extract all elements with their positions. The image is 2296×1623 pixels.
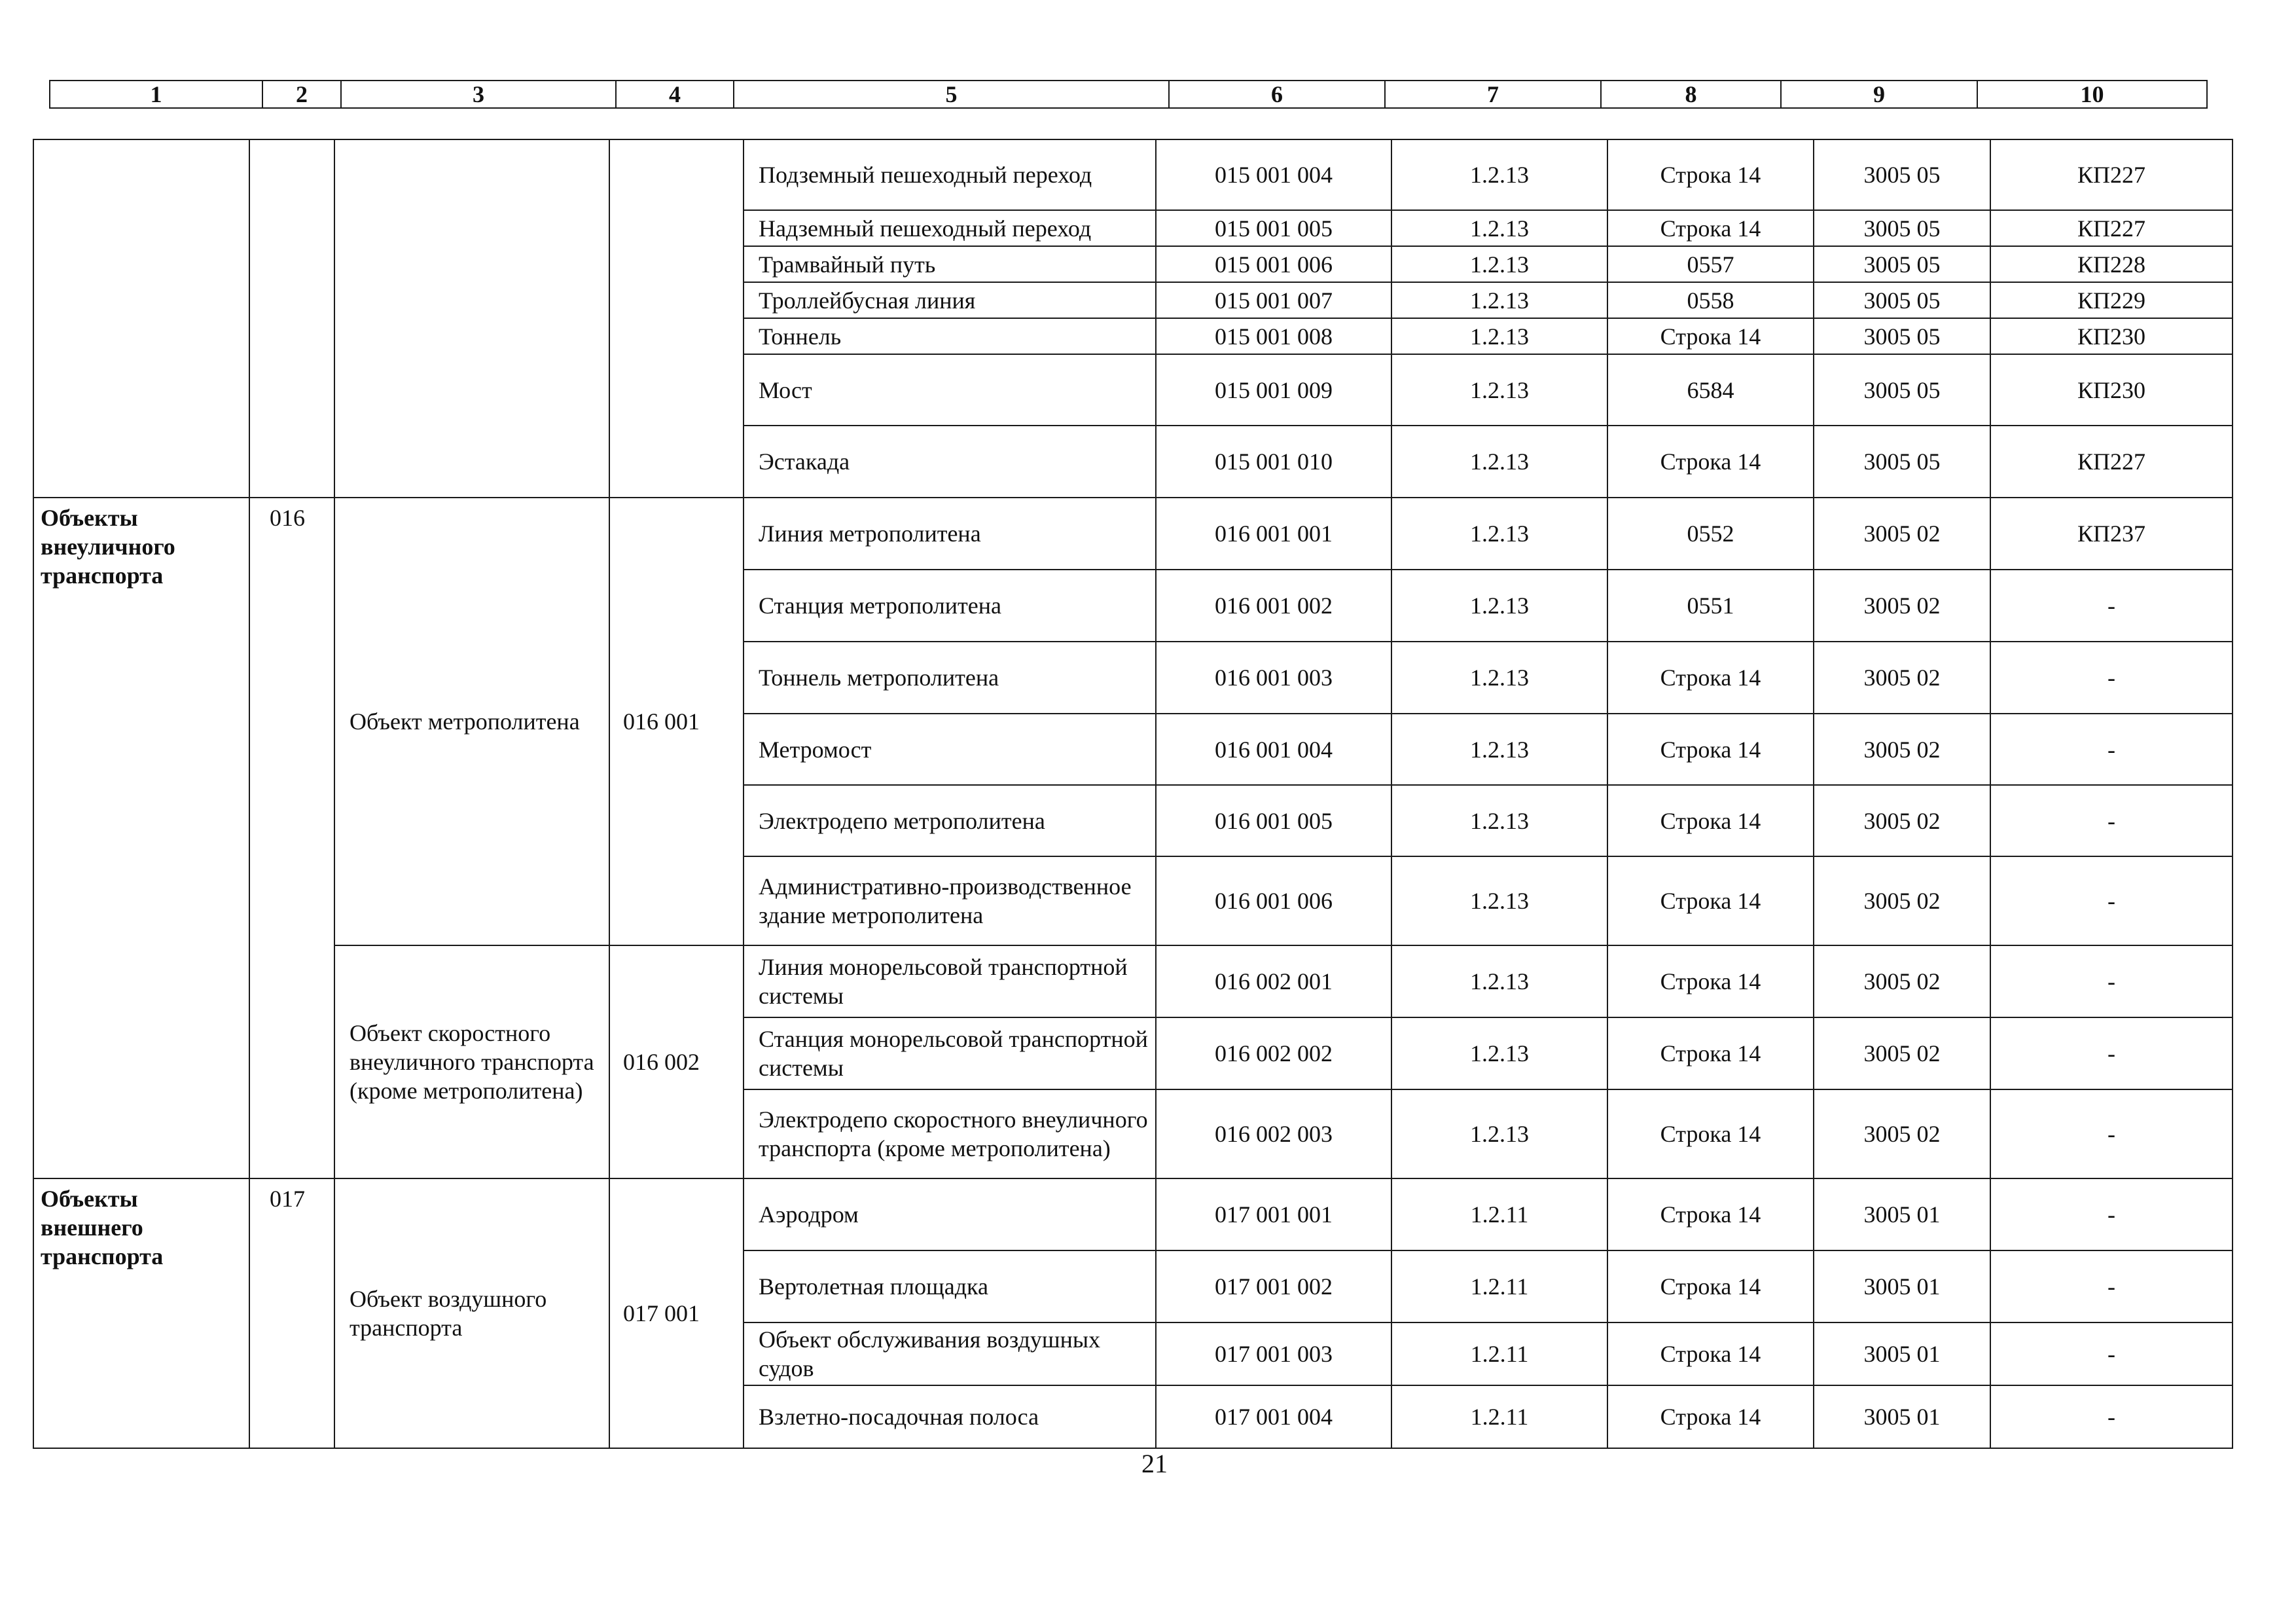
line-ref: Строка 14: [1607, 318, 1814, 354]
classifier-code: 3005 02: [1814, 498, 1990, 570]
section-ref: 1.2.11: [1391, 1385, 1607, 1448]
column-number: 9: [1781, 81, 1977, 108]
section-ref: 1.2.13: [1391, 856, 1607, 945]
column-number: 2: [262, 81, 341, 108]
kp-code: -: [1990, 1017, 2233, 1089]
object-code: 015 001 005: [1156, 210, 1391, 246]
kp-code: КП227: [1990, 210, 2233, 246]
object-name: Линия метрополитена: [744, 498, 1156, 570]
line-ref: Строка 14: [1607, 1322, 1814, 1385]
classifier-code: 3005 01: [1814, 1178, 1990, 1250]
line-ref: Строка 14: [1607, 1178, 1814, 1250]
kp-code: КП227: [1990, 426, 2233, 498]
kp-code: -: [1990, 1250, 2233, 1322]
object-name: Трамвайный путь: [744, 246, 1156, 282]
object-code: 015 001 004: [1156, 139, 1391, 210]
object-name: Подземный пешеходный переход: [744, 139, 1156, 210]
object-name: Линия монорельсовой транспортной системы: [744, 945, 1156, 1017]
line-ref: Строка 14: [1607, 945, 1814, 1017]
group-code: 016: [249, 498, 334, 1178]
object-name: Административно-производственное здание метрополитена: [744, 856, 1156, 945]
subgroup-code: 017 001: [609, 1178, 744, 1448]
object-name: Метромост: [744, 714, 1156, 785]
line-ref: 0558: [1607, 282, 1814, 318]
table-row: [33, 945, 2233, 1017]
object-name: Объект обслуживания воздушных судов: [744, 1322, 1156, 1385]
classifier-code: 3005 02: [1814, 856, 1990, 945]
classifier-code: 3005 02: [1814, 785, 1990, 856]
section-ref: 1.2.13: [1391, 498, 1607, 570]
kp-code: -: [1990, 570, 2233, 642]
column-number: 4: [616, 81, 734, 108]
classifier-code: 3005 02: [1814, 642, 1990, 714]
line-ref: 6584: [1607, 354, 1814, 426]
classifier-code: 3005 05: [1814, 210, 1990, 246]
page-number: 21: [1141, 1449, 1168, 1478]
object-code: 015 001 007: [1156, 282, 1391, 318]
object-name: Станция метрополитена: [744, 570, 1156, 642]
group-title: Объекты внешнего транспорта: [33, 1178, 249, 1448]
subgroup-title: Объект метрополитена: [334, 498, 609, 945]
line-ref: Строка 14: [1607, 210, 1814, 246]
kp-code: -: [1990, 945, 2233, 1017]
section-ref: 1.2.13: [1391, 210, 1607, 246]
object-code: 015 001 009: [1156, 354, 1391, 426]
classifier-code: 3005 01: [1814, 1322, 1990, 1385]
object-code: 016 001 003: [1156, 642, 1391, 714]
subgroup-title: Объект воздушного транспорта: [334, 1178, 609, 1448]
classifier-code: 3005 01: [1814, 1385, 1990, 1448]
section-ref: 1.2.13: [1391, 318, 1607, 354]
object-code: 016 001 002: [1156, 570, 1391, 642]
kp-code: -: [1990, 1089, 2233, 1178]
section-ref: 1.2.13: [1391, 354, 1607, 426]
section-ref: 1.2.11: [1391, 1178, 1607, 1250]
section-ref: 1.2.13: [1391, 945, 1607, 1017]
column-number: 3: [341, 81, 616, 108]
kp-code: -: [1990, 714, 2233, 785]
group-code-cell-empty: [249, 139, 334, 498]
section-ref: 1.2.13: [1391, 570, 1607, 642]
classifier-code: 3005 05: [1814, 426, 1990, 498]
section-ref: 1.2.13: [1391, 1017, 1607, 1089]
object-name: Троллейбусная линия: [744, 282, 1156, 318]
kp-code: КП230: [1990, 354, 2233, 426]
column-header-row: [50, 81, 2207, 108]
line-ref: Строка 14: [1607, 1017, 1814, 1089]
subgroup-code: 016 002: [609, 945, 744, 1178]
object-code: 017 001 004: [1156, 1385, 1391, 1448]
object-code: 017 001 001: [1156, 1178, 1391, 1250]
kp-code: КП227: [1990, 139, 2233, 210]
object-code: 016 002 001: [1156, 945, 1391, 1017]
column-number: 1: [50, 81, 262, 108]
table-row: [33, 139, 2233, 210]
object-name: Электродепо метрополитена: [744, 785, 1156, 856]
section-ref: 1.2.13: [1391, 642, 1607, 714]
object-name: Взлетно-посадочная полоса: [744, 1385, 1156, 1448]
section-ref: 1.2.13: [1391, 1089, 1607, 1178]
kp-code: КП228: [1990, 246, 2233, 282]
object-code: 016 001 001: [1156, 498, 1391, 570]
classifier-code: 3005 02: [1814, 1089, 1990, 1178]
object-code: 015 001 008: [1156, 318, 1391, 354]
line-ref: Строка 14: [1607, 1250, 1814, 1322]
line-ref: 0557: [1607, 246, 1814, 282]
subgroup-code-cell-empty: [609, 139, 744, 498]
object-name: Надземный пешеходный переход: [744, 210, 1156, 246]
object-code: 016 001 006: [1156, 856, 1391, 945]
object-name: Аэродром: [744, 1178, 1156, 1250]
section-ref: 1.2.13: [1391, 714, 1607, 785]
section-ref: 1.2.11: [1391, 1250, 1607, 1322]
classifier-code: 3005 02: [1814, 570, 1990, 642]
kp-code: -: [1990, 642, 2233, 714]
kp-code: -: [1990, 1385, 2233, 1448]
object-code: 017 001 003: [1156, 1322, 1391, 1385]
classifier-code: 3005 05: [1814, 318, 1990, 354]
line-ref: 0551: [1607, 570, 1814, 642]
column-header-table: [49, 80, 2208, 109]
object-code: 016 001 004: [1156, 714, 1391, 785]
classifier-code: 3005 02: [1814, 945, 1990, 1017]
line-ref: Строка 14: [1607, 1089, 1814, 1178]
table-row: [33, 1178, 2233, 1250]
section-ref: 1.2.13: [1391, 139, 1607, 210]
line-ref: Строка 14: [1607, 785, 1814, 856]
line-ref: Строка 14: [1607, 426, 1814, 498]
object-name: Мост: [744, 354, 1156, 426]
object-code: 016 001 005: [1156, 785, 1391, 856]
classifier-code: 3005 02: [1814, 714, 1990, 785]
classifier-table: [33, 139, 2233, 1449]
object-name: Эстакада: [744, 426, 1156, 498]
subgroup-code: 016 001: [609, 498, 744, 945]
object-name: Тоннель: [744, 318, 1156, 354]
column-number: 7: [1385, 81, 1601, 108]
line-ref: Строка 14: [1607, 642, 1814, 714]
line-ref: Строка 14: [1607, 1385, 1814, 1448]
table-row: [33, 498, 2233, 570]
kp-code: КП230: [1990, 318, 2233, 354]
line-ref: Строка 14: [1607, 856, 1814, 945]
object-code: 015 001 006: [1156, 246, 1391, 282]
kp-code: КП229: [1990, 282, 2233, 318]
classifier-code: 3005 01: [1814, 1250, 1990, 1322]
object-name: Электродепо скоростного внеуличного транспорта (кроме метрополитена): [744, 1089, 1156, 1178]
group-title: Объекты внеуличного транспорта: [33, 498, 249, 1178]
object-code: 015 001 010: [1156, 426, 1391, 498]
object-code: 016 002 002: [1156, 1017, 1391, 1089]
object-code: 016 002 003: [1156, 1089, 1391, 1178]
group-code: 017: [249, 1178, 334, 1448]
line-ref: Строка 14: [1607, 139, 1814, 210]
line-ref: 0552: [1607, 498, 1814, 570]
object-code: 017 001 002: [1156, 1250, 1391, 1322]
line-ref: Строка 14: [1607, 714, 1814, 785]
object-name: Вертолетная площадка: [744, 1250, 1156, 1322]
kp-code: -: [1990, 785, 2233, 856]
subgroup-cell-empty: [334, 139, 609, 498]
section-ref: 1.2.13: [1391, 785, 1607, 856]
classifier-code: 3005 05: [1814, 282, 1990, 318]
column-number: 6: [1169, 81, 1385, 108]
kp-code: -: [1990, 1322, 2233, 1385]
kp-code: -: [1990, 856, 2233, 945]
classifier-code: 3005 05: [1814, 246, 1990, 282]
classifier-code: 3005 05: [1814, 354, 1990, 426]
group-cell-empty: [33, 139, 249, 498]
section-ref: 1.2.11: [1391, 1322, 1607, 1385]
classifier-code: 3005 05: [1814, 139, 1990, 210]
section-ref: 1.2.13: [1391, 246, 1607, 282]
column-number: 5: [734, 81, 1169, 108]
kp-code: -: [1990, 1178, 2233, 1250]
subgroup-title: Объект скоростного внеуличного транспорта (кроме метрополитена): [334, 945, 609, 1178]
section-ref: 1.2.13: [1391, 282, 1607, 318]
kp-code: КП237: [1990, 498, 2233, 570]
column-number: 10: [1977, 81, 2207, 108]
object-name: Станция монорельсовой транспортной системы: [744, 1017, 1156, 1089]
object-name: Тоннель метрополитена: [744, 642, 1156, 714]
classifier-code: 3005 02: [1814, 1017, 1990, 1089]
section-ref: 1.2.13: [1391, 426, 1607, 498]
column-number: 8: [1601, 81, 1781, 108]
